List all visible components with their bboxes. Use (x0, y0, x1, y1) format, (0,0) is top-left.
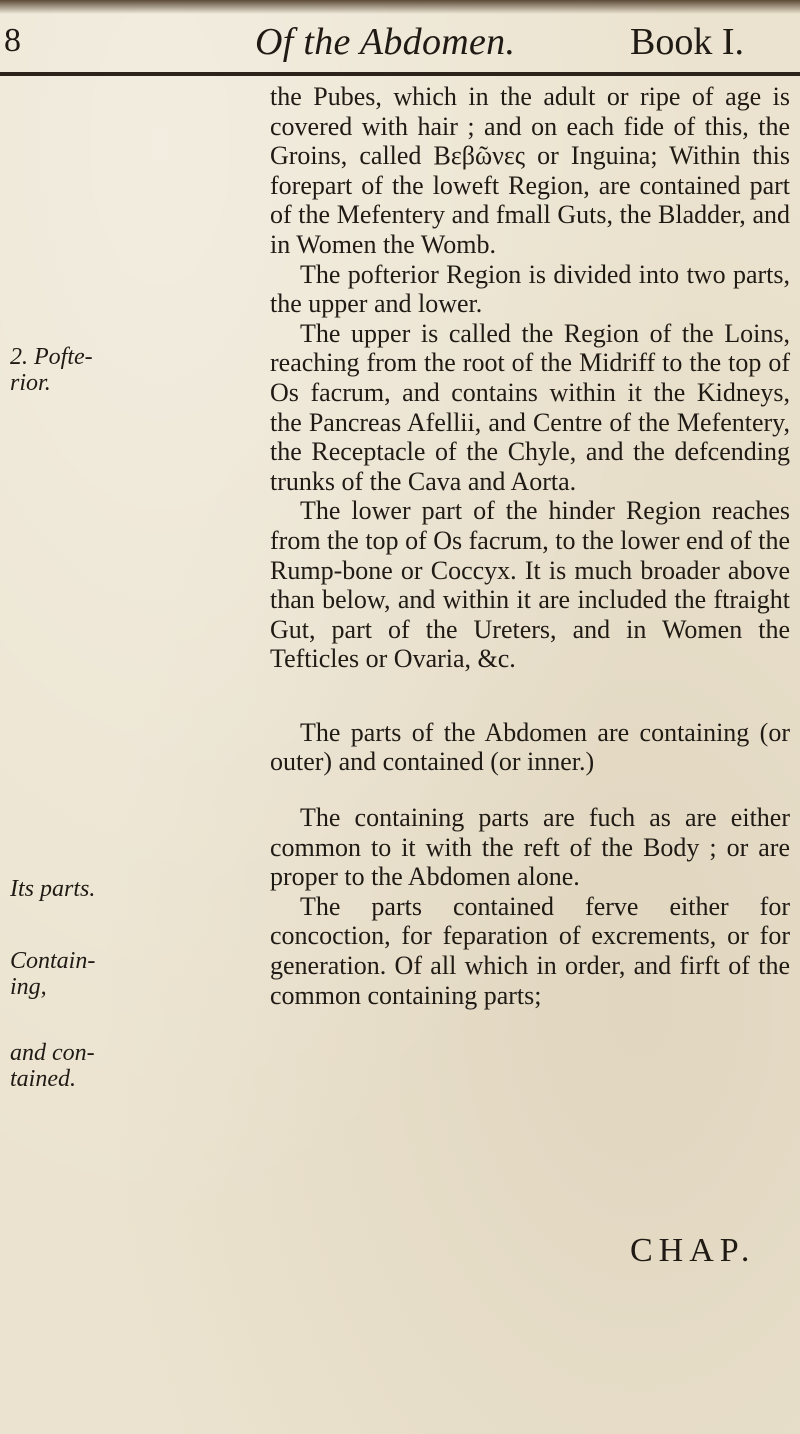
running-title: Of the Abdomen. (255, 21, 516, 63)
paragraph-pubes: the Pubes, which in the adult or ripe of age is covered with hair ; and on each fide of this, the Groins, called Βεβῶνες or Inguina; Within this forepart of the loweft Region, are contained part of the Mefentery and fmall Guts, the Bladder, and in Women the Womb. (270, 82, 790, 259)
page-number: 8 (4, 22, 21, 59)
margin-note-containing (10, 948, 100, 1000)
paragraph-containing-parts: The containing parts are fuch as are either common to it with the reft of the Body ; or are proper to the Abdomen alone. (270, 803, 790, 892)
margin-note-posterior (10, 344, 100, 396)
margin-note-posterior-line1: 2. Pofte- (10, 344, 93, 370)
margin-note-contained (10, 1040, 100, 1092)
catchword: CHAP. (630, 1232, 756, 1269)
spacer (270, 777, 790, 803)
margin-note-contained-line2: tained. (10, 1066, 76, 1092)
page-top-edge (0, 0, 800, 14)
margin-note-containing-line2: ing, (10, 974, 47, 1000)
book-label: Book I. (630, 21, 744, 63)
paragraph-lower-region: The lower part of the hinder Region reaches from the top of Os facrum, to the lower end of the Rump-bone or Coccyx. It is much broader above than below, and within it are included the ftraight Gut, part of the Ureters, and in Women the Tefticles or Ovaria, &c. (270, 496, 790, 674)
margin-note-containing-line1: Contain- (10, 948, 96, 974)
spacer (270, 674, 790, 718)
margin-note-its-parts (10, 876, 100, 902)
margin-note-posterior-line2: rior. (10, 370, 51, 396)
margin-note-its-parts-text: Its parts. (10, 876, 96, 902)
paragraph-abdomen-parts: The parts of the Abdomen are containing (or outer) and contained (or inner.) (270, 717, 790, 777)
paragraph-upper-region: The upper is called the Region of the Loins, reaching from the root of the Midriff to the top of Os facrum, and contains within it the Kidneys, the Pancreas Afellii, and Centre of the Mefentery, the Receptacle of the Chyle, and the defcending trunks of the Cava and Aorta. (270, 318, 790, 496)
margin-note-contained-line1: and con- (10, 1040, 95, 1066)
paragraph-posterior-region: The pofterior Region is divided into two parts, the upper and lower. (270, 259, 790, 319)
page-header (0, 20, 800, 68)
paragraph-contained-parts: The parts contained ferve either for concoction, for feparation of excrements, or for generation. Of all which in order, and firft of the common containing parts; (270, 891, 790, 1010)
header-rule (0, 72, 800, 76)
main-text (270, 82, 790, 1010)
